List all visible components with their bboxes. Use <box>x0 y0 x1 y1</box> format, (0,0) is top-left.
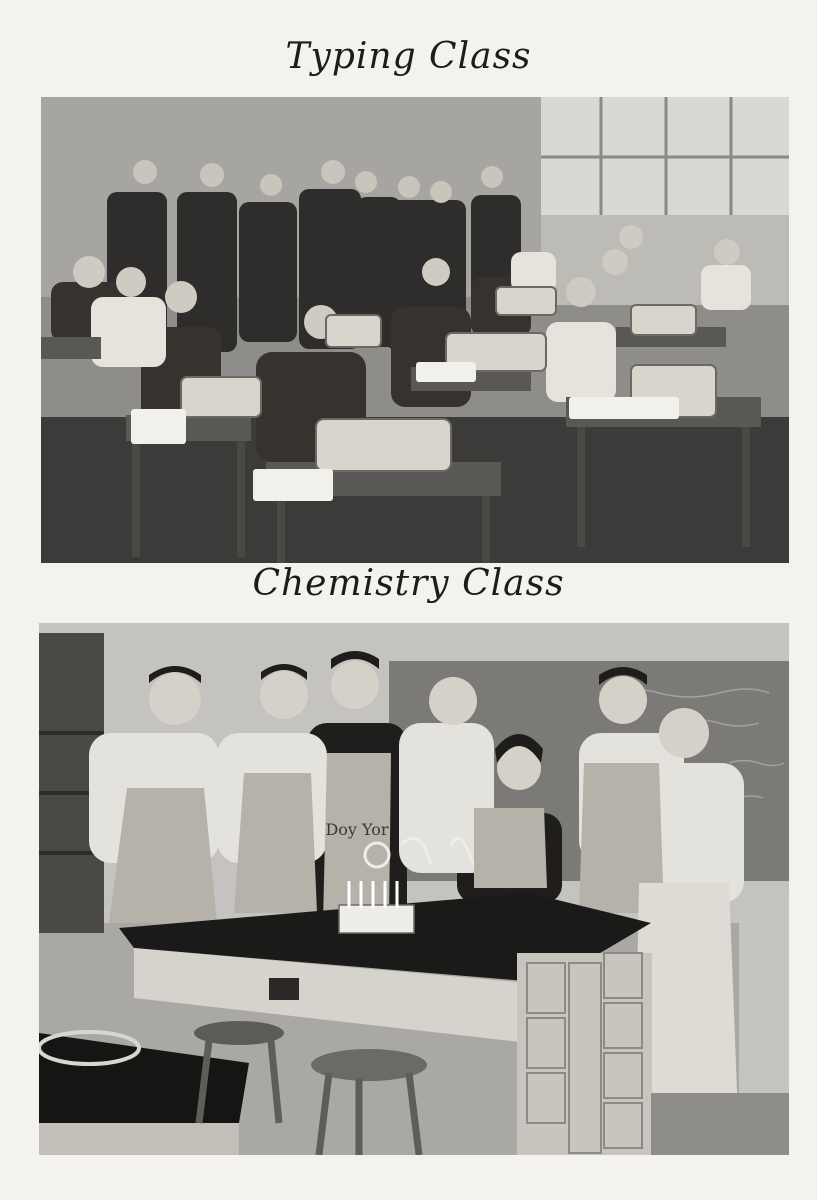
chemistry-class-photo <box>39 623 789 1155</box>
typing-class-caption: Typing Class <box>285 36 532 77</box>
chemistry-class-caption: Chemistry Class <box>252 563 565 604</box>
apron-lettering: Doy Yor <box>325 820 389 839</box>
typing-class-photo <box>41 97 789 563</box>
